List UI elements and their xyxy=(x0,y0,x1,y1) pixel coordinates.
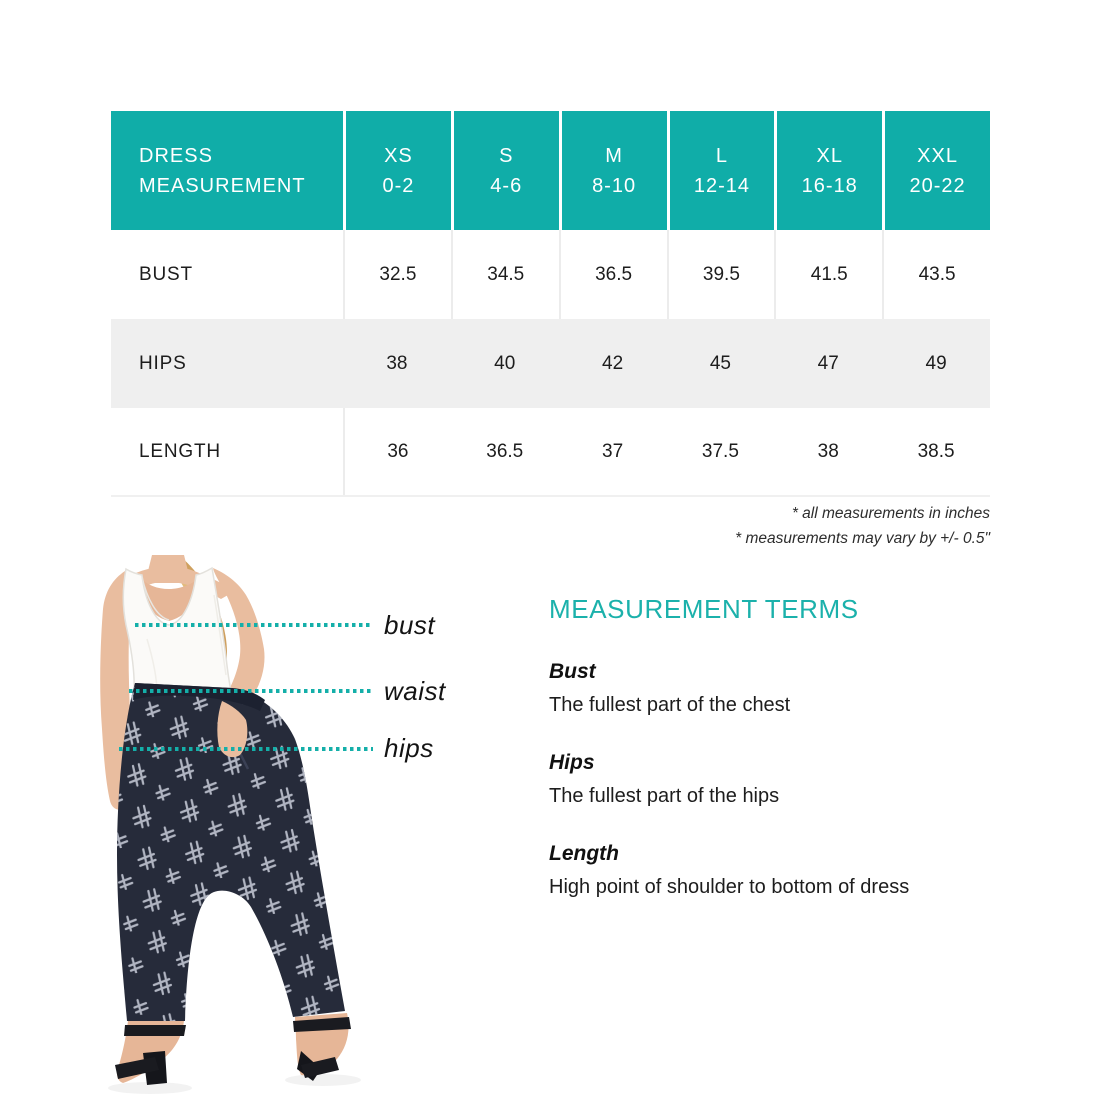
cell-bust-xl: 41.5 xyxy=(774,230,882,319)
row-label-hips: HIPS xyxy=(111,319,343,408)
term-definition-length: High point of shoulder to bottom of dress xyxy=(549,876,910,898)
row-label-length: LENGTH xyxy=(111,408,343,495)
cell-bust-xs: 32.5 xyxy=(343,230,451,319)
table-header-row xyxy=(111,111,990,230)
term-block-hips xyxy=(549,750,1019,809)
column-header-l: L 12-14 xyxy=(667,111,775,230)
cell-hips-l: 45 xyxy=(667,319,775,408)
column-header-xl: XL 16-18 xyxy=(774,111,882,230)
corner-header-line1: DRESS xyxy=(139,144,213,167)
table-row-length xyxy=(111,408,990,495)
column-header-xs: XS 0-2 xyxy=(343,111,451,230)
back-sandal xyxy=(293,1013,351,1081)
cell-hips-xxl: 49 xyxy=(882,319,990,408)
column-header-m: M 8-10 xyxy=(559,111,667,230)
cell-hips-m: 42 xyxy=(559,319,667,408)
cell-hips-xs: 38 xyxy=(343,319,451,408)
note-units: * all measurements in inches xyxy=(791,505,990,522)
table-row-hips xyxy=(111,319,990,408)
row-label-bust: BUST xyxy=(111,230,343,319)
cell-bust-m: 36.5 xyxy=(559,230,667,319)
cell-length-xs: 36 xyxy=(343,408,451,495)
hips-dotted-line xyxy=(119,747,373,751)
cell-length-xl: 38 xyxy=(774,408,882,495)
note-tolerance: * measurements may vary by +/- 0.5" xyxy=(735,530,990,547)
waist-dotted-line xyxy=(129,689,373,693)
terms-title: MEASUREMENT TERMS xyxy=(549,594,859,624)
front-sandal xyxy=(115,1021,186,1085)
cell-hips-s: 40 xyxy=(451,319,559,408)
cell-length-l: 37.5 xyxy=(667,408,775,495)
cell-length-xxl: 38.5 xyxy=(882,408,990,495)
tank-top xyxy=(123,568,232,701)
table-row-bust xyxy=(111,230,990,319)
column-header-s: S 4-6 xyxy=(451,111,559,230)
measurement-terms-section xyxy=(549,593,1019,900)
size-chart-table xyxy=(111,111,990,497)
cell-hips-xl: 47 xyxy=(774,319,882,408)
shadow xyxy=(285,1074,361,1086)
term-block-length xyxy=(549,841,1019,900)
model-photo xyxy=(95,555,395,1100)
term-block-bust xyxy=(549,659,1019,718)
corner-header-line2: MEASUREMENT xyxy=(139,174,306,197)
bust-line-label: bust xyxy=(384,610,436,640)
bust-dotted-line xyxy=(135,623,373,627)
cell-length-s: 36.5 xyxy=(451,408,559,495)
term-name-length: Length xyxy=(549,842,619,865)
term-definition-bust: The fullest part of the chest xyxy=(549,694,791,716)
cell-length-m: 37 xyxy=(559,408,667,495)
term-name-hips: Hips xyxy=(549,751,595,774)
measurement-notes xyxy=(390,501,990,551)
cell-bust-l: 39.5 xyxy=(667,230,775,319)
column-header-xxl: XXL 20-22 xyxy=(882,111,990,230)
cell-bust-xxl: 43.5 xyxy=(882,230,990,319)
hips-line-label: hips xyxy=(384,733,434,763)
term-name-bust: Bust xyxy=(549,660,596,683)
table-corner-header xyxy=(111,111,343,230)
cell-bust-s: 34.5 xyxy=(451,230,559,319)
term-definition-hips: The fullest part of the hips xyxy=(549,785,780,807)
waist-line-label: waist xyxy=(384,676,446,706)
